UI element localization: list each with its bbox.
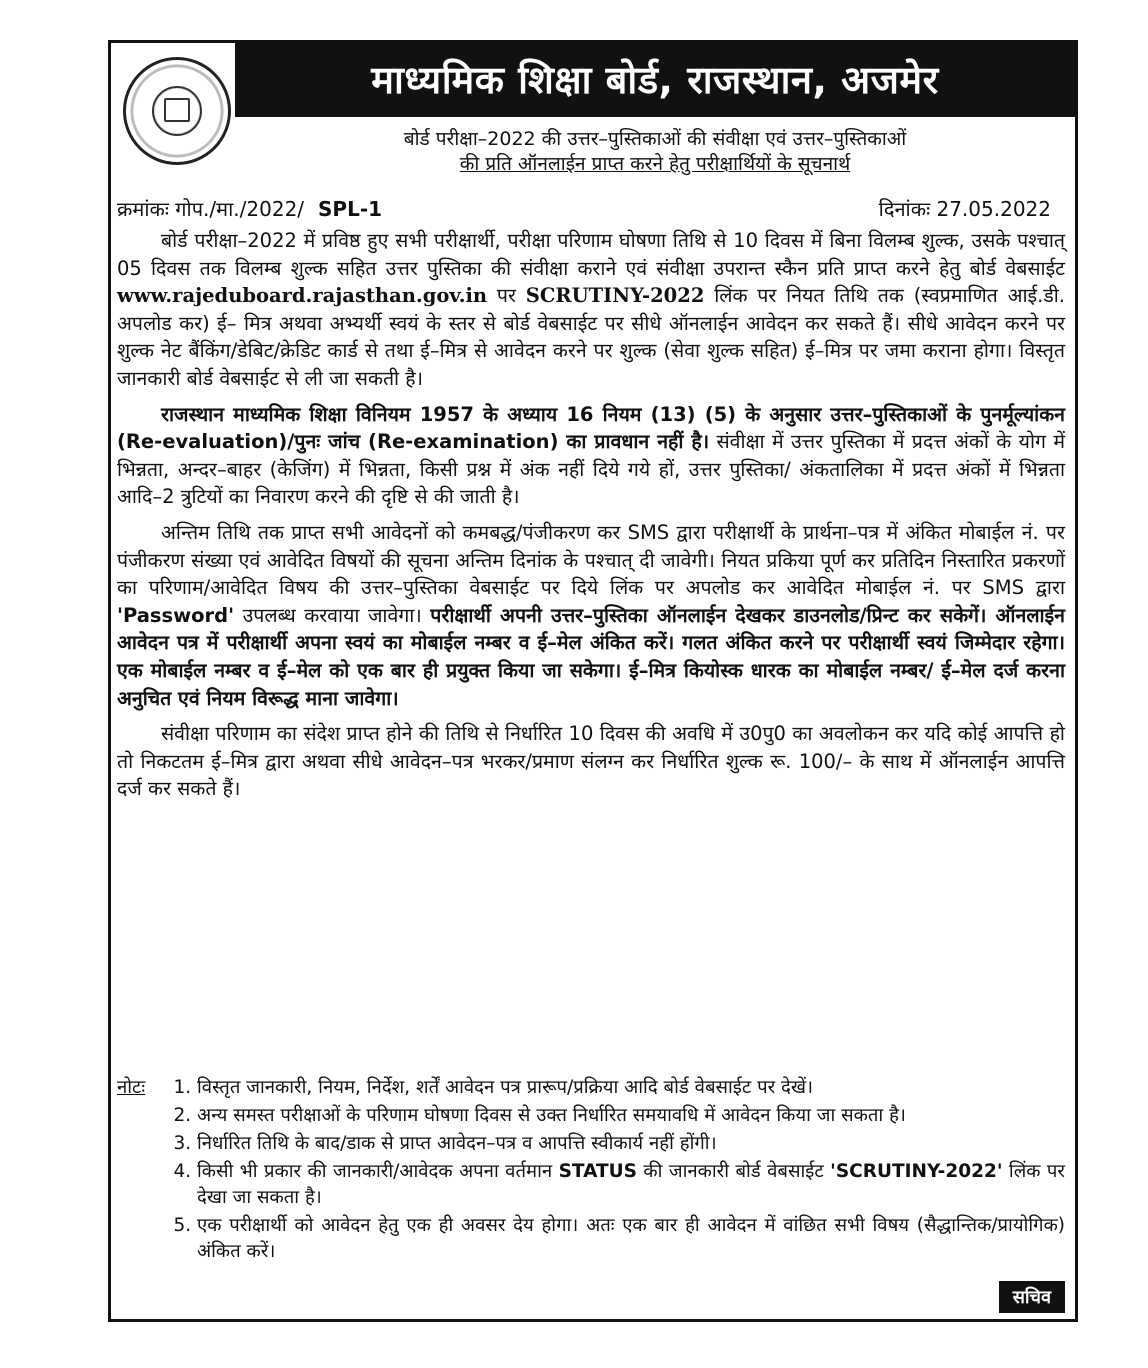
notice-frame	[108, 40, 1078, 1322]
notice-body	[117, 227, 1065, 803]
paragraph-1	[117, 227, 1065, 393]
title-bar	[235, 43, 1075, 117]
note-item-2: 2. अन्य समस्त परीक्षाओं के परिणाम घोषणा दिवस से उक्त निर्धारित समयावधि में आवेदन किया जा सकता है।	[197, 1103, 1065, 1129]
notice-header	[111, 43, 1075, 191]
paragraph-3	[117, 519, 1065, 712]
paragraph-1-text: बोर्ड परीक्षा–2022 में प्रविष्ठ हुए सभी परीक्षार्थी, परीक्षा परिणाम घोषणा तिथि से 10 दिवस में बिना विलम्ब शुल्क, उसके पश्चात् 05 दिवस तक विलम्ब शुल्क सहित उत्तर पुस्तिका की संवीक्षा कराने एवं संवीक्षा उपरान्त स्कैन प्रति प्राप्त करने हेतु बोर्ड वेबसाईट	[117, 229, 1065, 280]
note-4-link: 'SCRUTINY-2022'	[830, 1161, 1003, 1182]
paragraph-4: संवीक्षा परिणाम का संदेश प्राप्त होने की तिथि से निर्धारित 10 दिवस की अवधि में उ0पु0 का अवलोकन कर यदि कोई आपत्ति हो तो निकटतम ई–मित्र द्वारा अथवा सीधे आवेदन–पत्र भरकर/प्रमाण संलग्न कर निर्धारित शुल्क रू. 100/– के साथ में ऑनलाईन आपत्ति दर्ज कर सकते हैं।	[117, 722, 1065, 801]
subtitle-line-1: बोर्ड परीक्षा–2022 की उत्तर–पुस्तिकाओं की संवीक्षा एवं उत्तर–पुस्तिकाओं	[403, 128, 907, 150]
notes-label: नोटः	[117, 1077, 146, 1098]
note-4-end: लिंक पर देखा जा सकता है।	[197, 1161, 1065, 1208]
note-item-5: 5. एक परीक्षार्थी को आवेदन हेतु एक ही अवसर देय होगा। अतः एक बार ही आवेदन में वांछित सभी विषय (सैद्धान्तिक/प्रायोगिक) अंकित करें।	[197, 1213, 1065, 1265]
note-4-mid: की जानकारी बोर्ड वेबसाईट	[636, 1161, 831, 1182]
note-4-text: किसी भी प्रकार की जानकारी/आवेदक अपना वर्तमान	[197, 1161, 559, 1182]
notes-list	[117, 1075, 1065, 1265]
secretary-signature: सचिव	[999, 1281, 1065, 1313]
note-item-3: 3. निर्धारित तिथि के बाद/डाक से प्राप्त आवेदन–पत्र व आपत्ति स्वीकार्य नहीं होंगी।	[197, 1131, 1065, 1157]
board-seal-icon	[123, 57, 231, 165]
board-title: माध्यमिक शिक्षा बोर्ड, राजस्थान, अजमेर	[371, 58, 939, 102]
reference-code: SPL-1	[318, 197, 383, 221]
paragraph-3-bold: परीक्षार्थी अपनी उत्तर–पुस्तिका ऑनलाईन देखकर डाउनलोड/प्रिन्ट कर सकेगें। ऑनलाईन आवेदन पत्र में परीक्षार्थी अपना स्वयं का मोबाईल नम्बर व ई–मेल अंकित करें। गलत अंकित करने पर परीक्षार्थी स्वयं जिम्मेदार रहेगा। एक मोबाईल नम्बर व ई–मेल को एक बार ही प्रयुक्त किया जा सकेगा। ई–मित्र कियोस्क धारक का मोबाईल नम्बर/ ई–मेल दर्ज करना अनुचित एवं नियम विरूद्ध माना जावेगा।	[117, 603, 1065, 710]
notice-date: दिनांकः 27.05.2022	[878, 197, 1051, 221]
paragraph-2-text: संवीक्षा में उत्तर पुस्तिका में प्रदत्त अंकों के योग में भिन्नता, अन्दर–बाहर (केजिंग) में भिन्नता, किसी प्रश्न में अंक नहीं दिये गये हों, उत्तर पुस्तिका/ अंकतालिका में प्रदत्त अंकों में भिन्नता आदि–2 त्रुटियों का निवारण करने की दृष्टि से की जाती है।	[117, 430, 1065, 509]
website-url: www.rajeduboard.rajasthan.gov.in	[117, 284, 488, 308]
reference-number-text: क्रमांकः गोप./मा./2022/	[117, 197, 305, 221]
paragraph-3-mid: उपलब्ध करवाया जावेगा।	[234, 603, 431, 627]
paragraph-1-end: लिंक पर नियत तिथि तक (स्वप्रमाणित आई.डी. अपलोड कर) ई– मित्र अथवा अभ्यर्थी स्वयं के स्तर से बोर्ड वेबसाईट पर सीधे ऑनलाईन आवेदन कर सकते हैं। सीधे आवेदन करने पर शुल्क नेट बैंकिंग/डेबिट/क्रेडिट कार्ड से तथा ई–मित्र से आवेदन करने पर शुल्क (सेवा शुल्क सहित) ई–मित्र पर जमा कराना होगा। विस्तृत जानकारी बोर्ड वेबसाईट से ली जा सकती है।	[117, 284, 1066, 390]
note-item-4	[197, 1159, 1065, 1211]
reference-number	[117, 195, 382, 222]
scrutiny-link-text: SCRUTINY-2022	[525, 284, 705, 308]
password-text: 'Password'	[117, 603, 235, 627]
paragraph-1-mid: पर	[487, 284, 526, 308]
subtitle-line-2: की प्रति ऑनलाईन प्राप्त करने हेतु परीक्षार्थियों के सूचनार्थ	[459, 153, 851, 175]
notice-subtitle	[235, 127, 1075, 177]
paragraph-2-bold: राजस्थान माध्यमिक शिक्षा विनियम 1957 के अध्याय 16 नियम (13) (5) के अनुसार उत्तर–पुस्तिकाओं के पुनर्मूल्यांकन (Re-evaluation)/पुनः जांच (Re-examination) का प्रावधान नहीं है।	[117, 402, 1065, 454]
paragraph-3-text: अन्तिम तिथि तक प्राप्त सभी आवेदनों को कमबद्ध/पंजीकरण कर SMS द्वारा परीक्षार्थी के प्रार्थना–पत्र में अंकित मोबाईल नं. पर पंजीकरण संख्या एवं आवेदित विषयों की सूचना अन्तिम दिनांक के पश्चात् दी जावेगी। नियत प्रकिया पूर्ण कर प्रतिदिन निस्तारित प्रकरणों का परिणाम/आवेदित विषय की उत्तर–पुस्तिका वेबसाईट पर दिये लिंक पर अपलोड कर आवेदित मोबाईल नं. पर SMS द्वारा	[117, 520, 1065, 600]
paragraph-2	[117, 401, 1065, 511]
note-item-1: 1. विस्तृत जानकारी, नियम, निर्देश, शर्तें आवेदन पत्र प्रारूप/प्रक्रिया आदि बोर्ड वेबसाईट पर देखें।	[197, 1075, 1065, 1101]
status-text: STATUS	[558, 1161, 637, 1182]
notes-section	[117, 1075, 1065, 1267]
seal-book-emblem	[164, 98, 190, 122]
